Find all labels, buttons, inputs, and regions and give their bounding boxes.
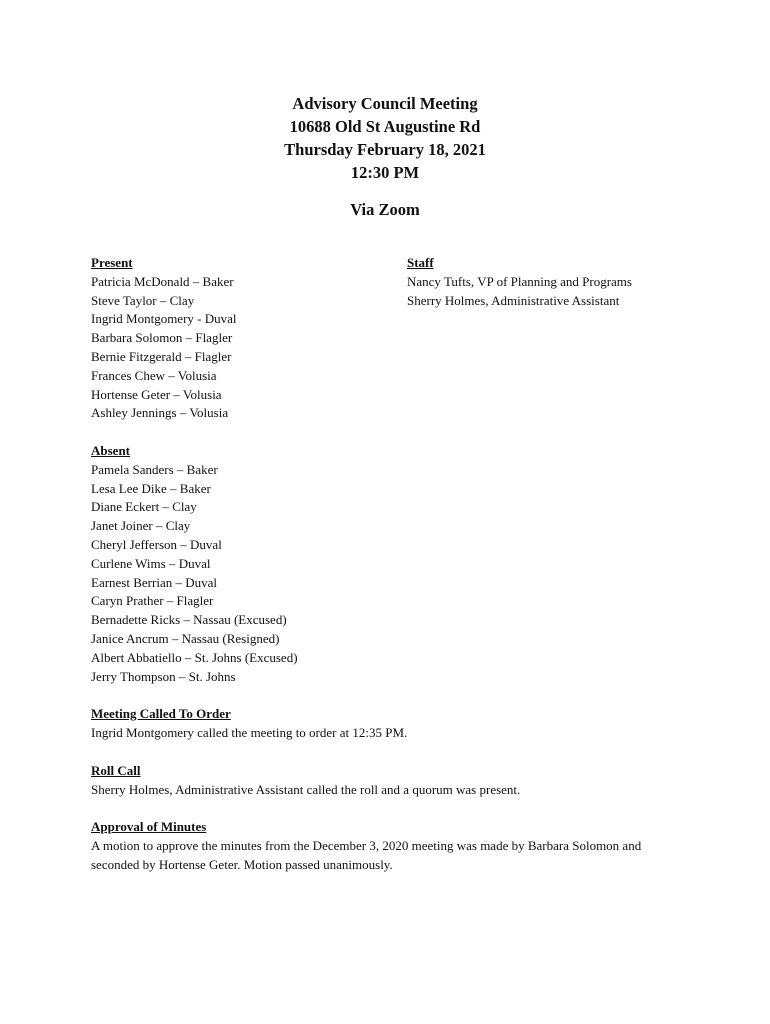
- absent-member: Lesa Lee Dike – Baker: [91, 480, 211, 496]
- absent-member: Janice Ancrum – Nassau (Resigned): [91, 630, 280, 646]
- absent-member: Janet Joiner – Clay: [91, 518, 191, 534]
- absent-member: Pamela Sanders – Baker: [91, 461, 218, 477]
- call-to-order-heading: Meeting Called To Order: [91, 706, 231, 721]
- staff-heading: Staff: [407, 255, 434, 270]
- present-list: [91, 254, 237, 423]
- absent-member: Earnest Berrian – Duval: [91, 574, 217, 590]
- roll-call-heading: Roll Call: [91, 763, 141, 778]
- approval-of-minutes-heading: Approval of Minutes: [91, 819, 207, 834]
- staff-member: Nancy Tufts, VP of Planning and Programs: [407, 273, 632, 289]
- present-member: Hortense Geter – Volusia: [91, 386, 222, 402]
- meeting-time: 12:30 PM: [350, 163, 420, 182]
- present-member: Ingrid Montgomery - Duval: [91, 311, 237, 327]
- absent-member: Curlene Wims – Duval: [91, 555, 211, 571]
- present-member: Patricia McDonald – Baker: [91, 273, 234, 289]
- staff-member: Sherry Holmes, Administrative Assistant: [407, 292, 620, 308]
- absent-member: Albert Abbatiello – St. Johns (Excused): [91, 649, 298, 665]
- absent-member: Jerry Thompson – St. Johns: [91, 668, 236, 684]
- meeting-date: Thursday February 18, 2021: [284, 140, 486, 159]
- absent-member: Diane Eckert – Clay: [91, 499, 197, 515]
- present-member: Barbara Solomon – Flagler: [91, 330, 233, 346]
- present-member: Ashley Jennings – Volusia: [91, 405, 229, 421]
- call-to-order-text: Ingrid Montgomery called the meeting to order at 12:35 PM.: [91, 724, 408, 740]
- present-member: Frances Chew – Volusia: [91, 367, 217, 383]
- approval-of-minutes-text: A motion to approve the minutes from the December 3, 2020 meeting was made by Barbara Solomon and seconded by Hortense Geter. Motion passed unanimously.: [91, 837, 642, 872]
- staff-list: [407, 254, 632, 310]
- absent-member: Bernadette Ricks – Nassau (Excused): [91, 612, 287, 628]
- meeting-address: 10688 Old St Augustine Rd: [289, 117, 481, 136]
- section-approval-of-minutes: [91, 818, 691, 874]
- meeting-header: [0, 92, 770, 221]
- absent-heading: Absent: [91, 443, 131, 458]
- roll-call-text: Sherry Holmes, Administrative Assistant called the roll and a quorum was present.: [91, 781, 521, 797]
- absent-member: Cheryl Jefferson – Duval: [91, 536, 222, 552]
- absent-member: Caryn Prather – Flagler: [91, 593, 214, 609]
- meeting-title: Advisory Council Meeting: [292, 94, 478, 113]
- present-member: Bernie Fitzgerald – Flagler: [91, 348, 232, 364]
- section-call-to-order: [91, 705, 691, 743]
- present-heading: Present: [91, 255, 133, 270]
- meeting-location: Via Zoom: [350, 200, 420, 219]
- section-roll-call: [91, 762, 691, 800]
- present-member: Steve Taylor – Clay: [91, 292, 195, 308]
- absent-list: [91, 442, 298, 686]
